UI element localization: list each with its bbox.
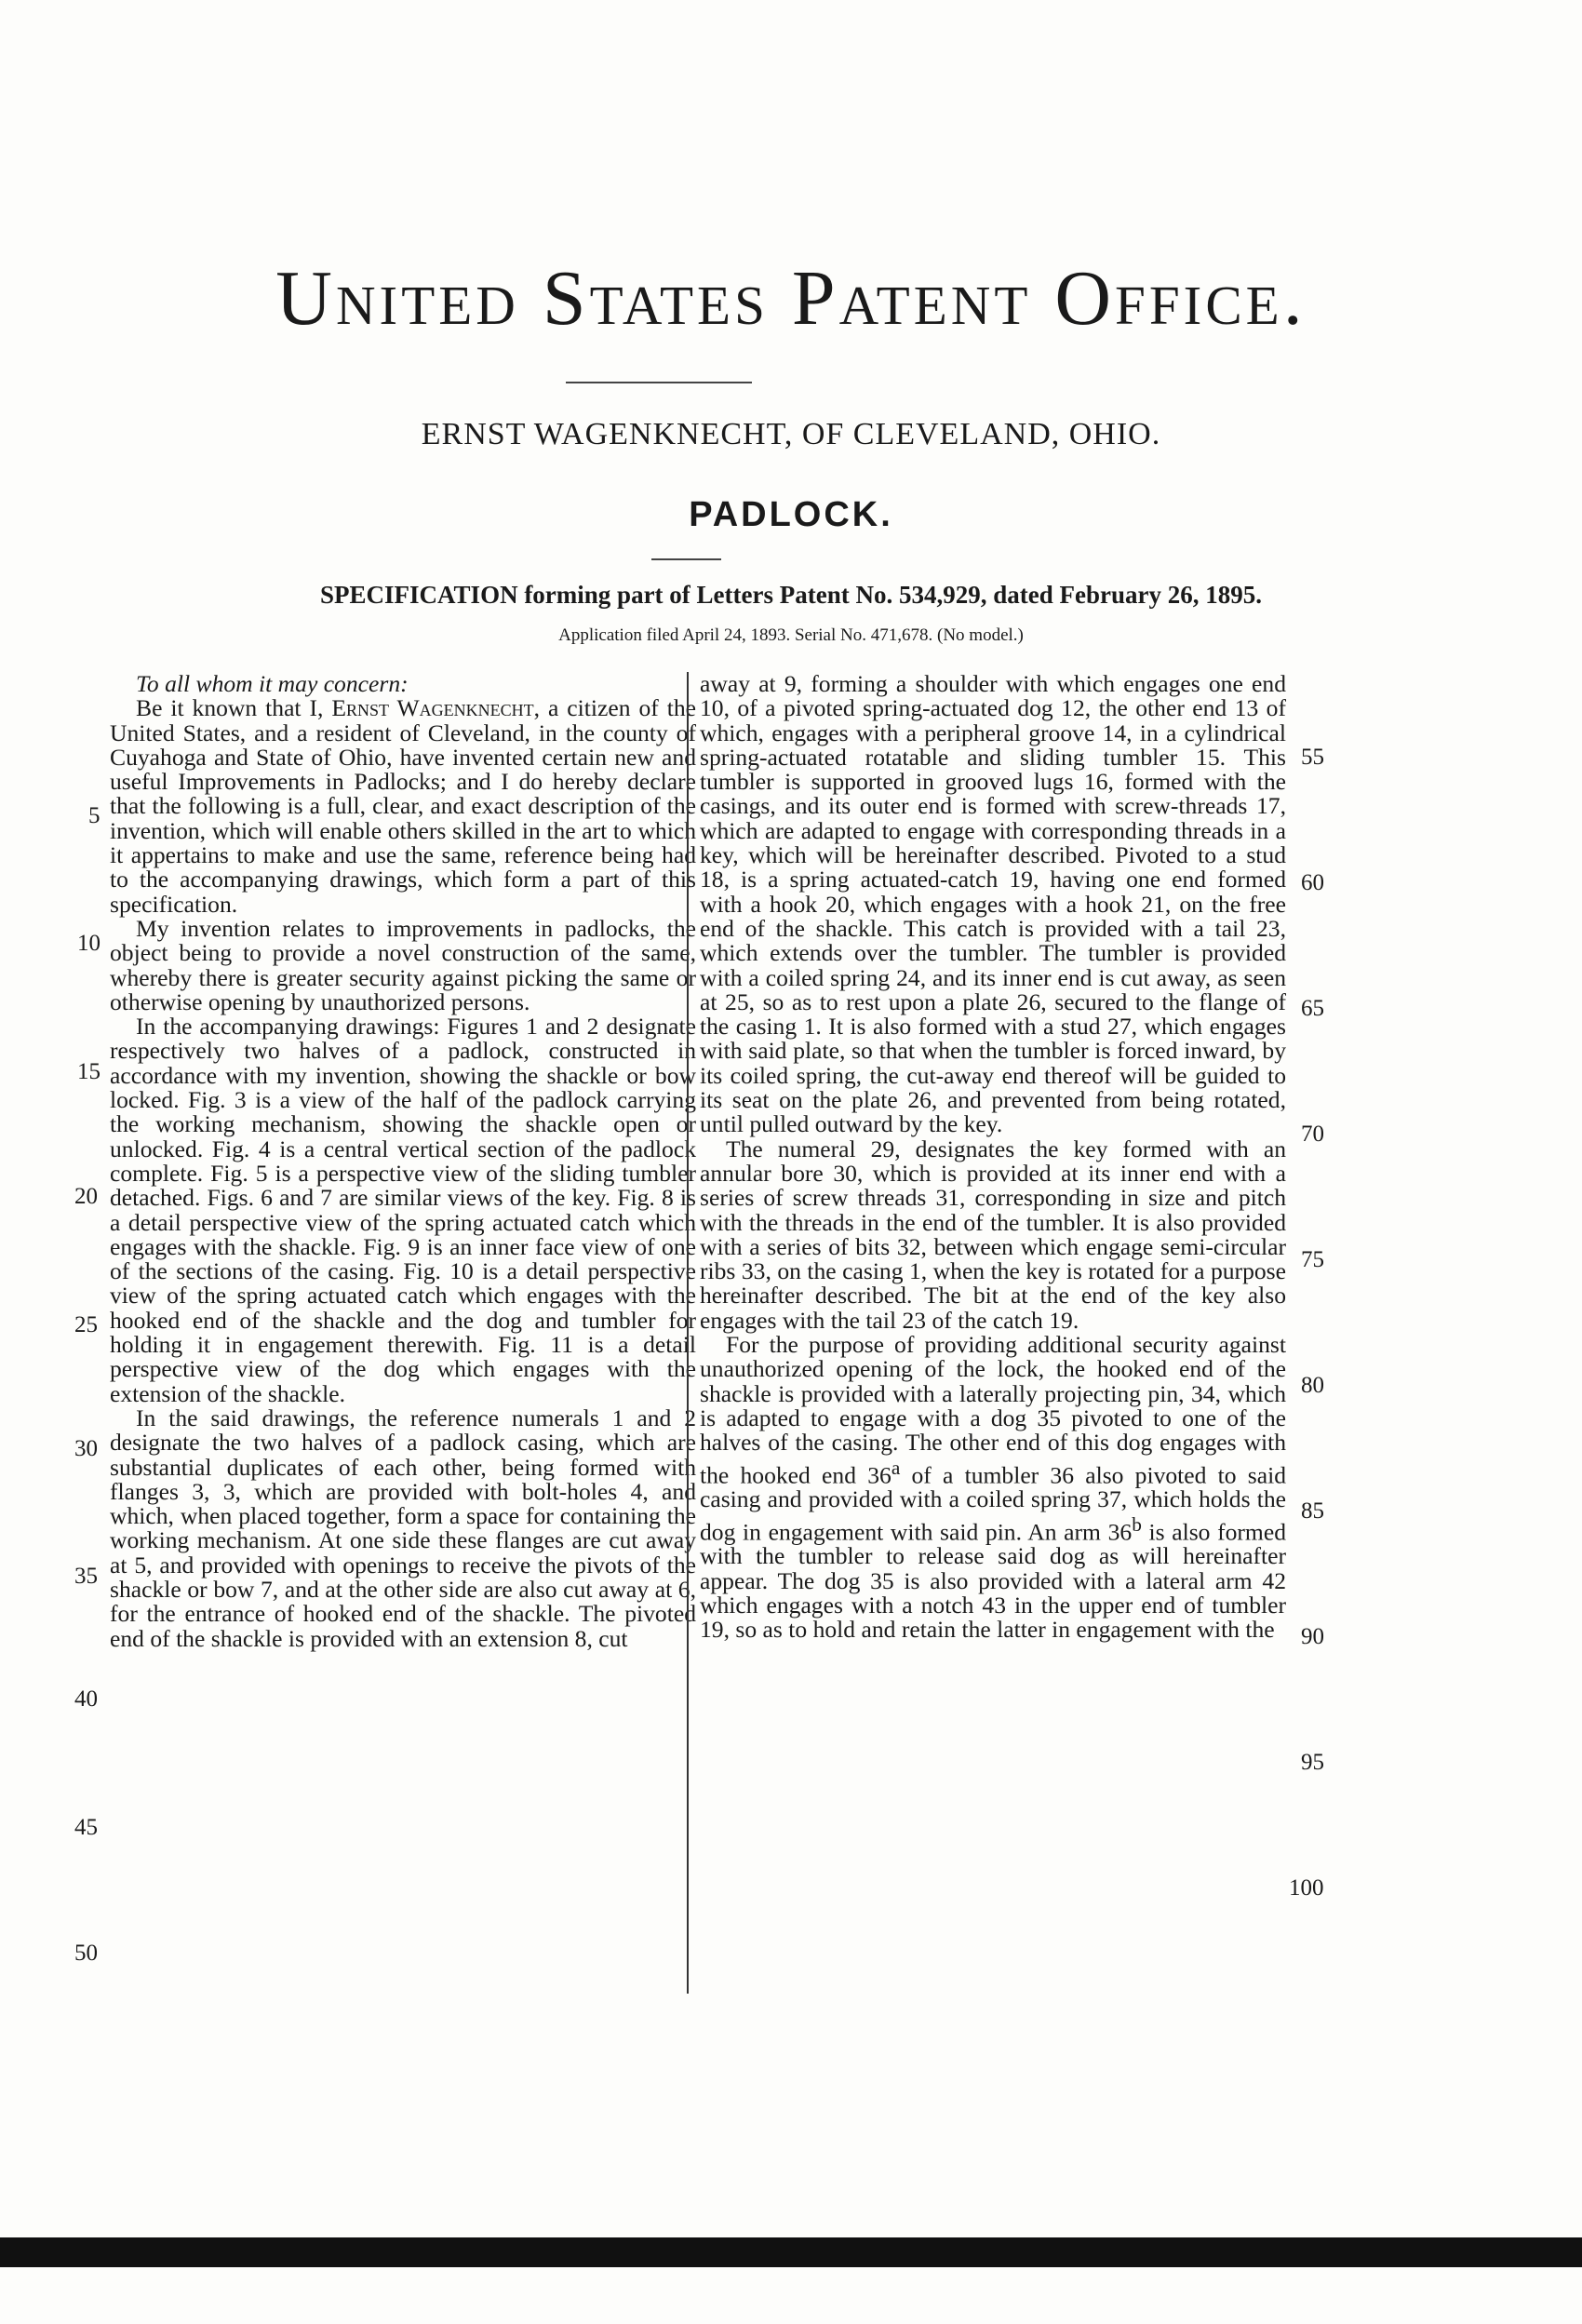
specification-line: SPECIFICATION forming part of Letters Patent No. 534,929, dated February 26, 1895. <box>320 581 1262 609</box>
scan-edge-band <box>0 2237 1582 2267</box>
paragraph-security: For the purpose of providing additional security against unauthorized opening of the lock, the hooked end of the shackle is provided with a laterally projecting pin, 34, which is adapted to engage with a dog 35 pivoted to one of the halves of the casing. The other end of this dog engages with the hooked end 36$^a$ of a tumbler 36 also pivoted to said casing and provided with a coiled spring 37, which holds the dog in engagement with said pin. An arm 36$^b$ is also formed with the tumbler to release said dog as will hereinafter appear. The dog 35 is also provided with a lateral arm 42 which engages with a notch 43 in the upper end of tumbler 19, so as to hold and retain the latter in engagement with the <box>700 1331 1287 1644</box>
paragraph-continued: away at 9, forming a shoulder with which engages one end 10, of a pivoted spring-actuated dog 12, the other end 13 of which, engages with a peripheral groove 14, in a cylindrical spring-actuated rotatable and sliding tumbler 15. This tumbler is supported in grooved lugs 16, formed with the casings, and its outer end is formed with screw-threads 17, which are adapted to engage with corresponding threads in a key, which will be hereinafter described. Pivoted to a stud 18, is a spring actuated-catch 19, having one end formed with a hook 20, which engages with a hook 21, on the free end of the shackle. This catch is provided with a tail 23, which extends over the tumbler. The tumbler is provided with a coiled spring 24, and its inner end is cut away, as seen at 25, so as to rest upon a plate 26, secured to the flange of the casing 1. It is also formed with a stud 27, which engages with said plate, so that when the tumbler is forced inward, by its coiled spring, the cut-away end thereof will be guided to its seat on the plate 26, and prevented from being rotated, until pulled outward by the key. <box>700 670 1286 1138</box>
line-number: 50 <box>74 1941 98 1966</box>
line-number: 35 <box>74 1564 98 1589</box>
title-rule <box>566 382 752 383</box>
line-number: 60 <box>1301 870 1324 895</box>
line-number: 30 <box>74 1436 98 1461</box>
line-number: 40 <box>74 1686 98 1712</box>
line-number: 80 <box>1301 1373 1324 1398</box>
office-title: United States Patent Office. <box>275 255 1307 342</box>
line-number: 75 <box>1301 1247 1324 1272</box>
line-number: 45 <box>74 1815 98 1840</box>
application-line: Application filed April 24, 1893. Serial No. 471,678. (No model.) <box>558 625 1024 645</box>
column-divider <box>687 672 689 1994</box>
paragraph-intro: Be it known that I, Ernst Wagenknecht, a citizen of the United States, and a resident of Cleveland, in the county of Cuyahoga and State of Ohio, have invented certain new and useful Improvements in Padlocks; and I do hereby declare that the following is a full, clear, and exact description of the invention, which will enable others skilled in the art to which it appertains to make and use the same, reference being had to the accompanying drawings, which form a part of this specification. <box>110 694 696 918</box>
line-number: 25 <box>74 1312 98 1337</box>
line-number: 65 <box>1301 996 1324 1021</box>
right-column <box>700 672 1286 1643</box>
invention-title: PADLOCK. <box>689 495 893 534</box>
line-number: 5 <box>88 803 101 828</box>
line-number: 55 <box>1301 745 1324 770</box>
line-number: 20 <box>74 1184 98 1209</box>
paragraph-invention-relates: My invention relates to improvements in padlocks, the object being to provide a novel construction of the same, whereby there is greater security against picking the same or otherwise opening by unauthorized persons. <box>110 914 696 1015</box>
line-number: 95 <box>1301 1750 1324 1775</box>
left-column <box>110 672 696 1651</box>
line-number: 100 <box>1289 1875 1324 1901</box>
salutation: To all whom it may concern: <box>136 670 409 697</box>
paragraph-key: The numeral 29, designates the key formed with an annular bore 30, which is provided at its inner end with a series of screw threads 31, corresponding in size and pitch with the threads in the end of the tumbler. It is also provided with a series of bits 32, between which engage semi-circular ribs 33, on the casing 1, when the key is rotated for a purpose hereinafter described. The bit at the end of the key also engages with the tail 23 of the catch 19. <box>700 1135 1286 1334</box>
paragraph-description: In the said drawings, the reference numerals 1 and 2 designate the two halves of a padlock casing, which are substantial duplicates of each other, being formed with flanges 3, 3, which are provided with bolt-holes 4, and which, when placed together, form a space for containing the working mechanism. At one side these flanges are cut away at 5, and provided with openings to receive the pivots of the shackle or bow 7, and at the other side are also cut away at 6, for the entrance of hooked end of the shackle. The pivoted end of the shackle is provided with an extension 8, cut <box>110 1404 696 1652</box>
inventor-name: Ernst Wagenknecht <box>331 694 534 722</box>
line-number: 15 <box>77 1059 101 1084</box>
line-number: 10 <box>77 931 101 956</box>
line-number: 85 <box>1301 1498 1324 1524</box>
line-number: 70 <box>1301 1122 1324 1147</box>
line-number: 90 <box>1301 1624 1324 1649</box>
paragraph-drawings: In the accompanying drawings: Figures 1 and 2 designate respectively two halves of a padlock, constructed in accordance with my invention, showing the shackle or bow locked. Fig. 3 is a view of the half of the padlock carrying the working mechanism, showing the shackle open or unlocked. Fig. 4 is a central vertical section of the padlock complete. Fig. 5 is a perspective view of the sliding tumbler detached. Figs. 6 and 7 are similar views of the key. Fig. 8 is a detail perspective view of the spring actuated catch which engages with the shackle. Fig. 9 is an inner face view of one of the sections of the casing. Fig. 10 is a detail perspective view of the spring actuated catch which engages with the hooked end of the shackle and the dog and tumbler for holding it in engagement therewith. Fig. 11 is a detail perspective view of the dog which engages with the extension of the shackle. <box>110 1013 696 1407</box>
invention-rule <box>651 558 721 560</box>
inventor-line: ERNST WAGENKNECHT, OF CLEVELAND, OHIO. <box>421 417 1161 451</box>
